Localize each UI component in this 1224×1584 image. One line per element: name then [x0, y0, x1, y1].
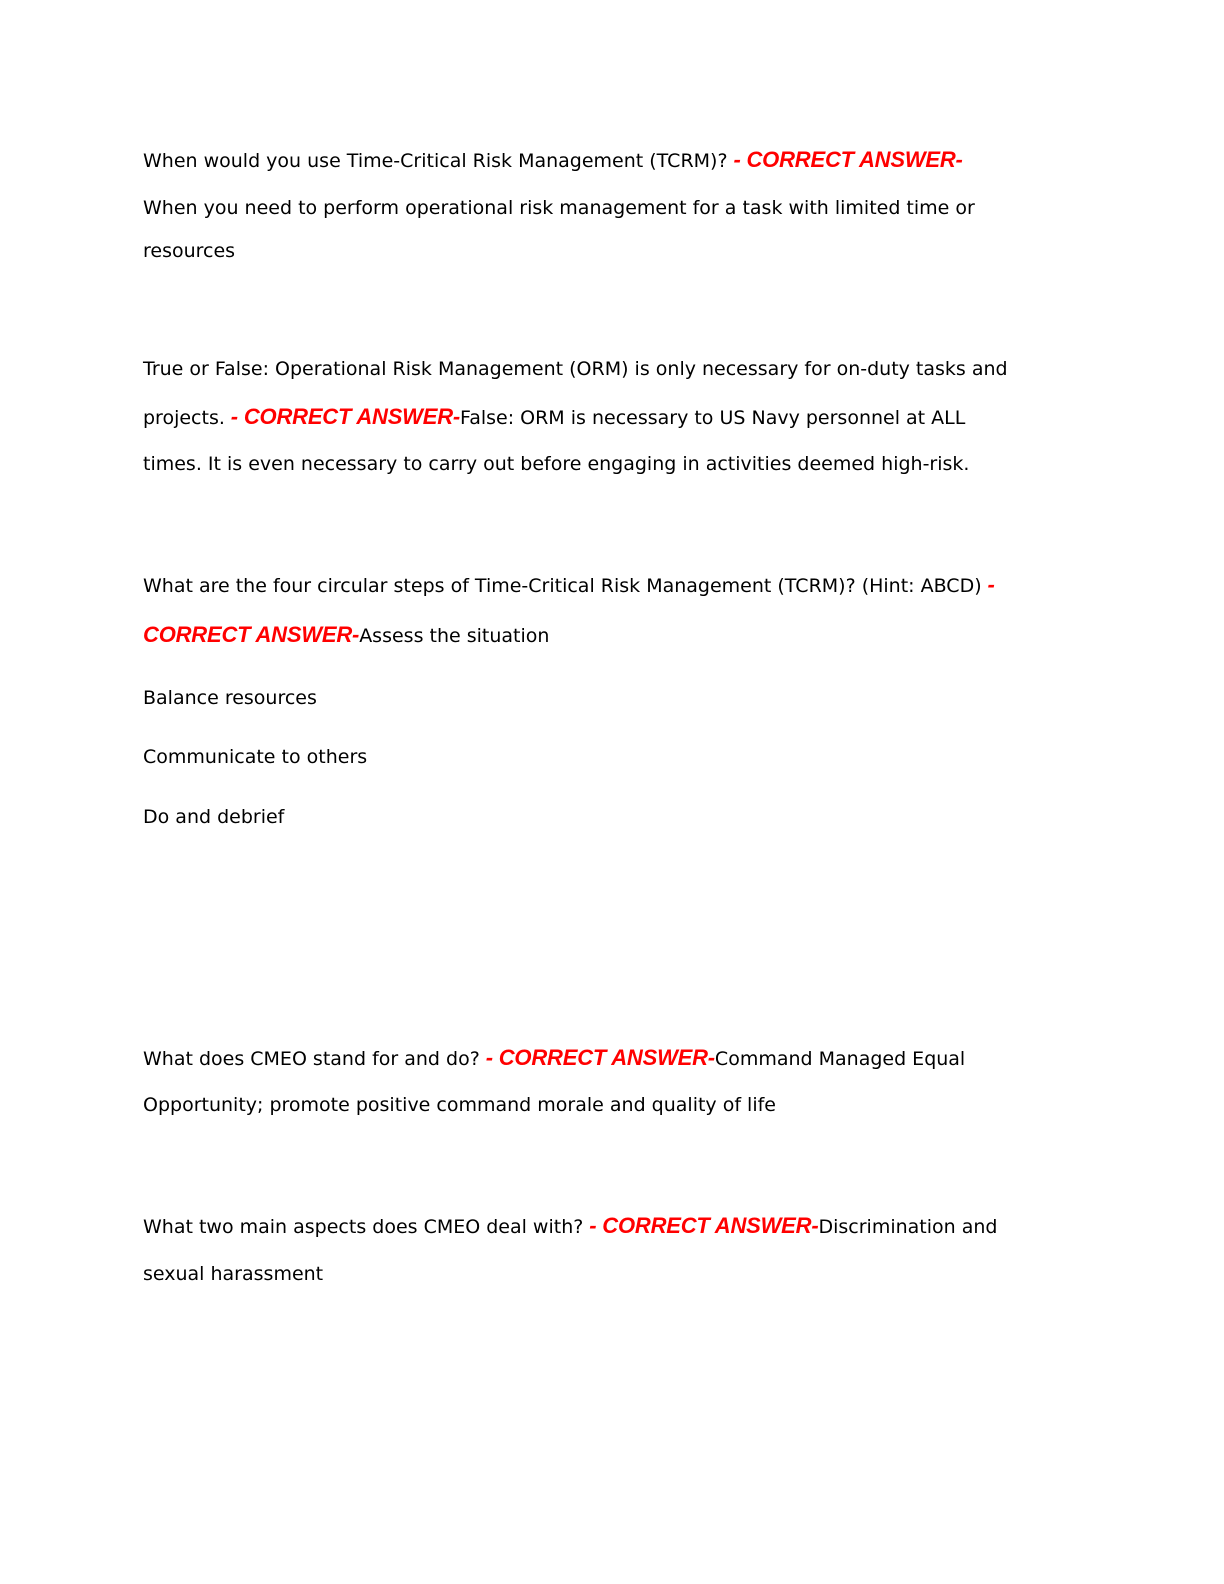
qa-1-answer-marker: - CORRECT ANSWER-: [727, 147, 963, 172]
qa-2-answer-start: False: ORM is necessary to US Navy personnel at ALL: [460, 407, 966, 429]
qa-3-question: What are the four circular steps of Time-Critical Risk Management (TCRM)? (Hint: ABCD): [143, 575, 982, 597]
qa-2-answer-line-2: times. It is even necessary to carry out before engaging in activities deemed high-risk.: [143, 453, 970, 475]
qa-3-step-d: Do and debrief: [143, 806, 285, 828]
qa-3-step-b: Balance resources: [143, 687, 317, 709]
qa-1-question-line: [143, 147, 963, 174]
qa-1-answer-line-2: resources: [143, 240, 236, 262]
qa-5-question: What two main aspects does CMEO deal with?: [143, 1216, 584, 1238]
qa-3-step-c: Communicate to others: [143, 746, 368, 768]
qa-2-question-end: projects.: [143, 407, 225, 429]
qa-3-answer-line-1: [143, 622, 549, 649]
qa-4-answer-start: Command Managed Equal: [714, 1048, 966, 1070]
qa-5-answer-marker: - CORRECT ANSWER-: [583, 1213, 819, 1238]
qa-3-step-a: Assess the situation: [359, 625, 550, 647]
qa-3-answer-marker-end: CORRECT ANSWER-: [143, 622, 360, 647]
qa-2-question-line-2: [143, 404, 965, 431]
qa-2-question-line-1: True or False: Operational Risk Management (ORM) is only necessary for on-duty tasks and: [143, 358, 1008, 380]
qa-4-answer-marker: - CORRECT ANSWER-: [479, 1045, 715, 1070]
qa-1-question: When would you use Time-Critical Risk Management (TCRM)?: [143, 150, 728, 172]
qa-4-question: What does CMEO stand for and do?: [143, 1048, 480, 1070]
qa-4-question-line: [143, 1045, 965, 1072]
qa-3-question-line: [143, 572, 995, 599]
qa-1-answer-line-1: When you need to perform operational risk management for a task with limited time or: [143, 197, 975, 219]
qa-2-answer-marker: - CORRECT ANSWER-: [224, 404, 461, 429]
qa-4-answer-line-2: Opportunity; promote positive command morale and quality of life: [143, 1094, 776, 1116]
qa-5-question-line: [143, 1213, 997, 1240]
qa-5-answer-line-2: sexual harassment: [143, 1263, 324, 1285]
qa-5-answer-start: Discrimination and: [818, 1216, 998, 1238]
qa-3-answer-marker-start: -: [981, 572, 995, 597]
